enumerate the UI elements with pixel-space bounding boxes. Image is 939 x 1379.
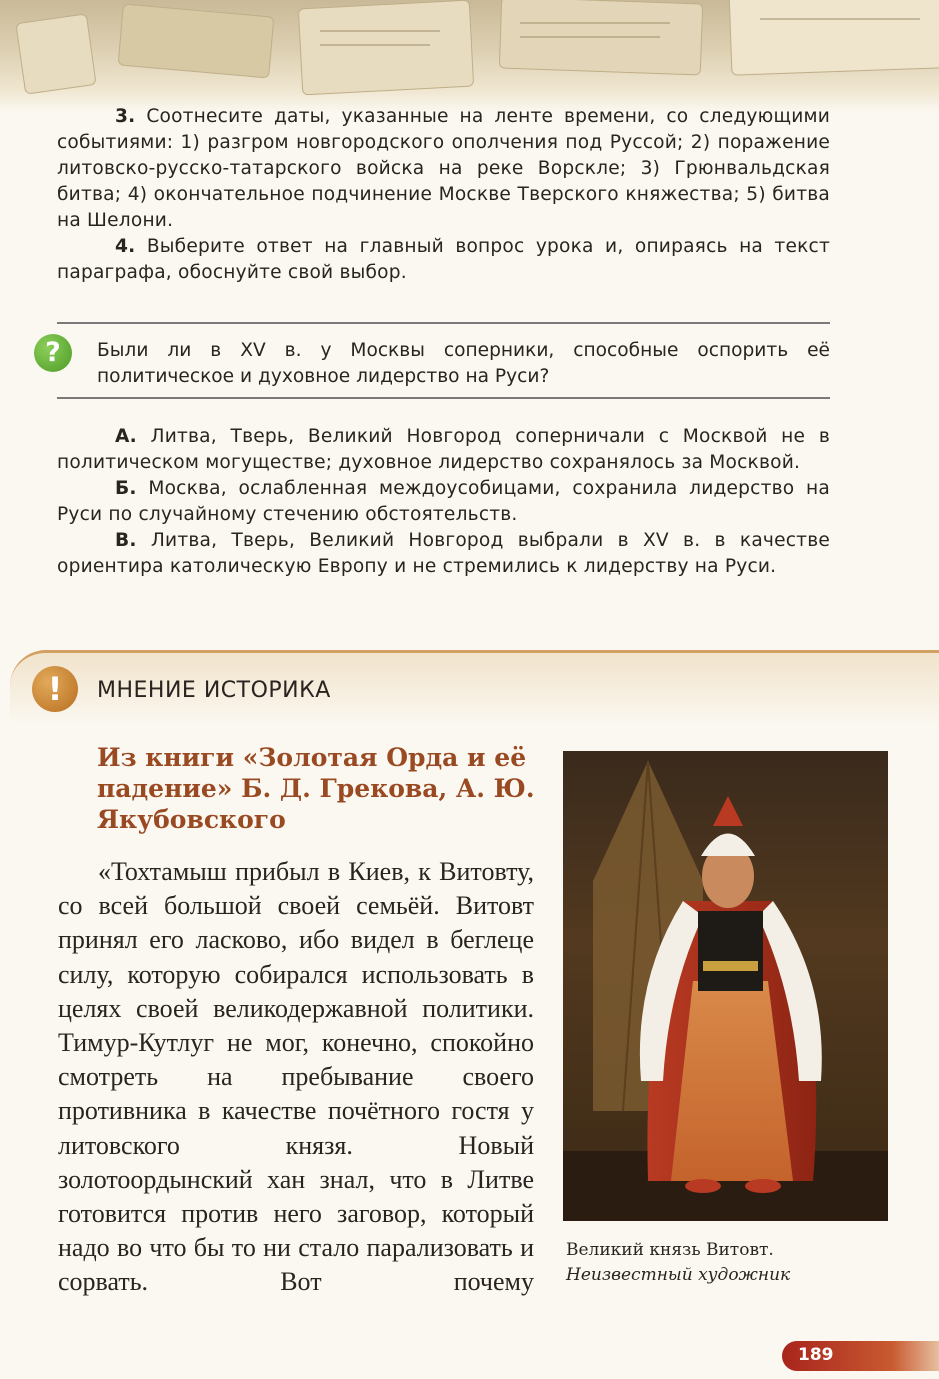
answer-option — [57, 424, 830, 476]
historian-quote — [58, 855, 534, 1300]
task-3 — [57, 104, 830, 234]
header-banner — [0, 0, 939, 112]
page-number: 189 — [798, 1345, 834, 1365]
answer-letter: В. — [115, 530, 137, 551]
task-text: Выберите ответ на главный вопрос урока и, опираясь на текст параграфа, обоснуйте свой выбор. — [57, 236, 830, 283]
answer-option — [57, 476, 830, 528]
key-question-text: Были ли в XV в. у Москвы соперники, способные оспорить её политическое и духовное лидерство на Руси? — [97, 340, 830, 387]
task-text: Соотнесите даты, указанные на ленте времени, со следующими событиями: 1) разгром новгородского ополчения под Руссой; 2) поражение литовско-русско-татарского войска на реке Ворскле; 3) Грюнвальдская битва; 4) окончательное подчинение Москве Тверского княжества; 5) битва на Шелони. — [57, 106, 830, 231]
answer-letter: А. — [115, 426, 137, 447]
question-divider-bottom — [57, 397, 830, 399]
task-number: 3. — [115, 106, 136, 127]
portrait-vytautas — [563, 751, 888, 1221]
banner-scroll-3 — [298, 0, 474, 95]
caption-artist: Неизвестный художник — [566, 1265, 791, 1285]
banner-ink — [520, 22, 670, 24]
tasks-block — [57, 104, 830, 286]
banner-scroll-5 — [729, 0, 939, 76]
exclamation-icon: ! — [32, 666, 78, 712]
answer-text: Литва, Тверь, Великий Новгород соперничали с Москвой не в политическом могуществе; духовное лидерство сохранялось за Москвой. — [57, 426, 830, 473]
banner-ink — [760, 18, 920, 20]
banner-ink — [320, 44, 430, 46]
answer-options — [57, 424, 830, 580]
banner-scroll-1 — [15, 13, 96, 94]
portrait-caption — [566, 1238, 886, 1288]
portrait-painting — [563, 751, 888, 1221]
question-divider-top — [57, 322, 830, 324]
key-question — [97, 338, 830, 390]
caption-title: Великий князь Витовт. — [566, 1240, 774, 1260]
quote-text: «Тохтамыш прибыл в Киев, к Витовту, со всей большой своей семьёй. Витовт принял его ласково, ибо видел в беглеце силу, которую собирался использовать в целях своей великодержавной политики. Тимур-Кутлуг не мог, конечно, спокойно смотреть на пребывание своего противника в качестве почётного гостя у литовского князя. Новый золотоордынский хан знал, что в Литве готовится против него заговор, который надо во что бы то ни стало парализовать и сорвать. Вот почему — [58, 857, 534, 1297]
page-number-tab — [782, 1341, 939, 1371]
answer-letter: Б. — [115, 478, 137, 499]
book-title: Из книги «Золотая Орда и её падение» Б. Д. Грекова, А. Ю. Якубовского — [97, 743, 535, 834]
task-number: 4. — [115, 236, 136, 257]
banner-ink — [320, 30, 440, 32]
task-4 — [57, 234, 830, 286]
section-title: МНЕНИЕ ИСТОРИКА — [97, 678, 331, 703]
banner-ink — [520, 36, 660, 38]
answer-option — [57, 528, 830, 580]
answer-text: Москва, ослабленная междоусобицами, сохранила лидерство на Руси по случайному стечению обстоятельств. — [57, 478, 830, 525]
answer-text: Литва, Тверь, Великий Новгород выбрали в XV в. в качестве ориентира католическую Европу и не стремились к лидерству на Руси. — [57, 530, 830, 577]
question-mark-icon: ? — [34, 334, 72, 372]
banner-scroll-2 — [118, 3, 275, 78]
